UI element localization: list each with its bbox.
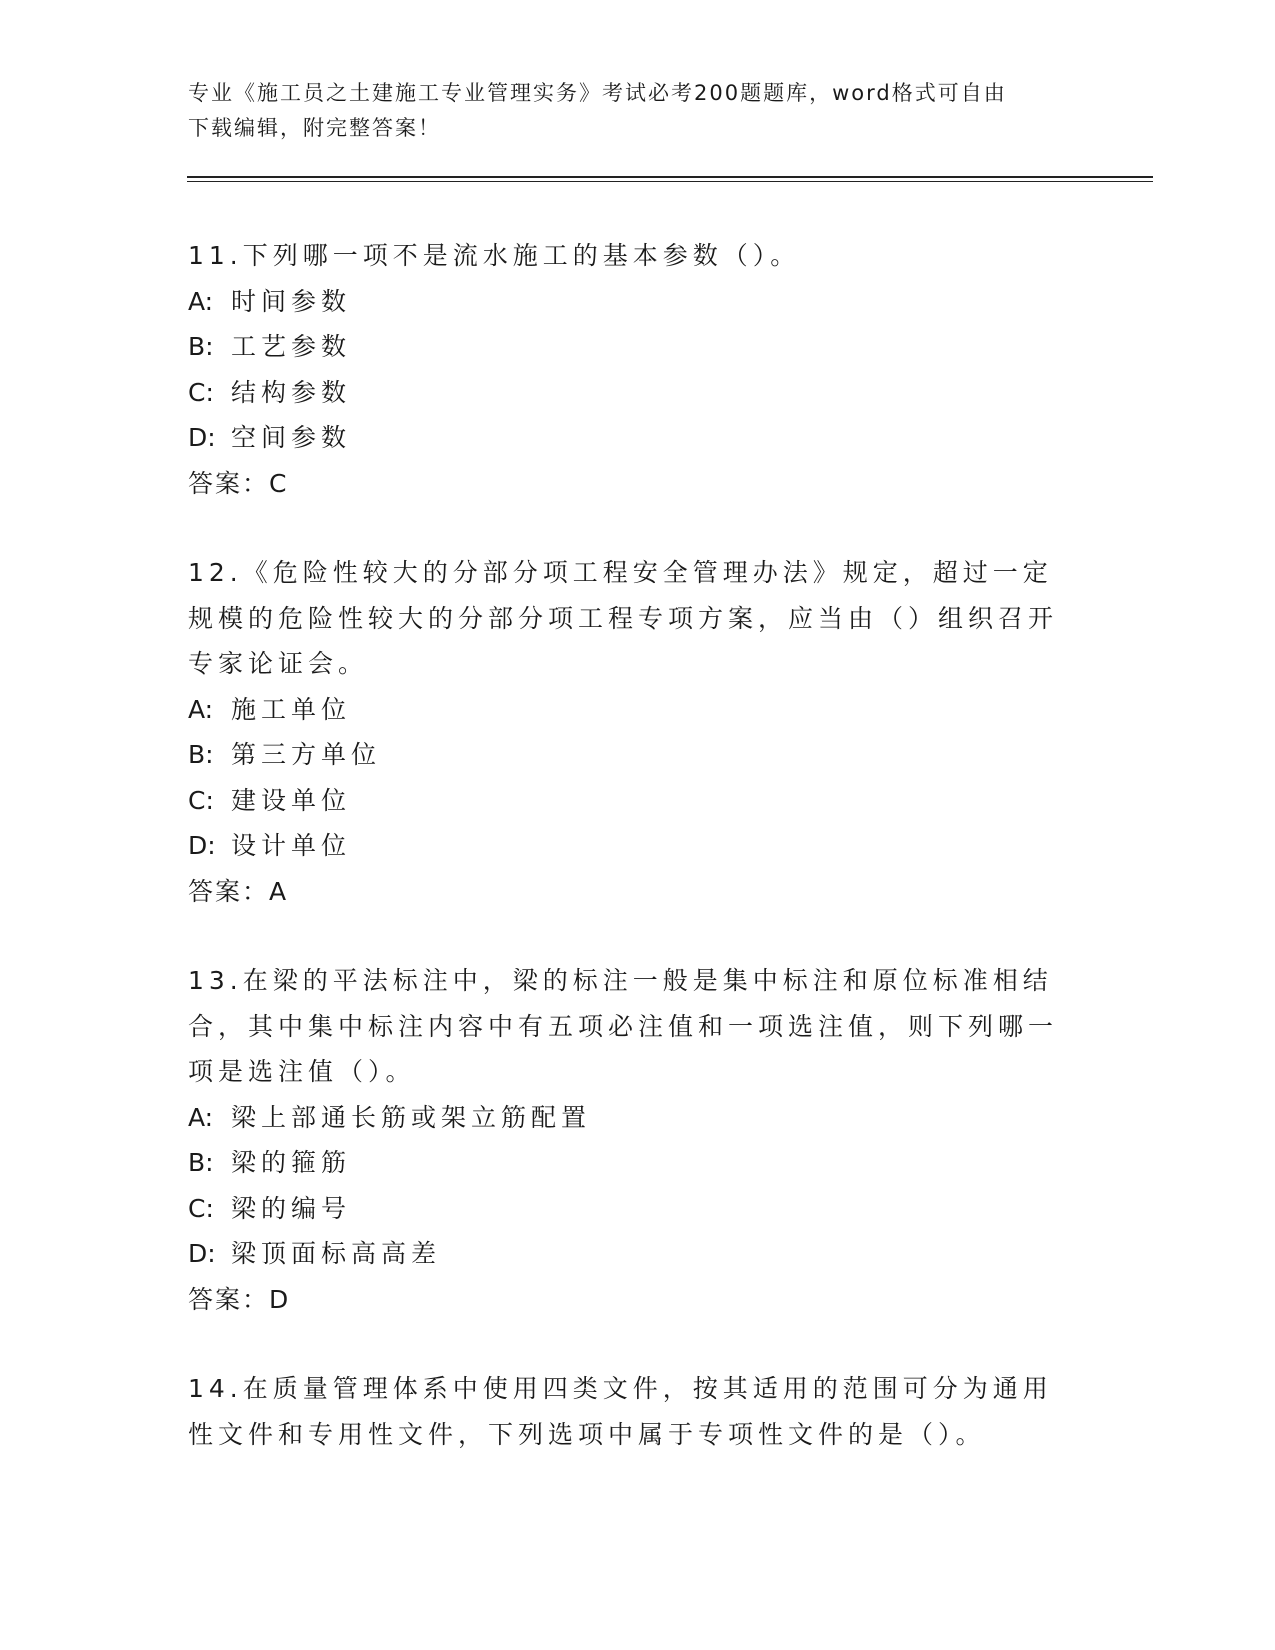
option-letter: C: [188,785,214,815]
option-b [188,1140,1068,1186]
question-13 [188,958,1068,1322]
document-header [188,76,1068,146]
option-text: 第三方单位 [231,740,382,769]
option-c [188,778,1068,824]
option-text: 施工单位 [231,694,352,724]
option-text: 时间参数 [231,286,352,316]
question-11 [188,233,1068,506]
option-c [188,370,1068,416]
question-text: 12.《危险性较大的分部分项工程安全管理办法》规定，超过一定规模的危险性较大的分部分项工程专项方案，应当由（）组织召开专家论证会。 [188,558,1059,678]
option-c [188,1186,1068,1232]
answer: 答案：A [188,876,289,906]
question-text: 14.在质量管理体系中使用四类文件，按其适用的范围可分为通用性文件和专用性文件，下列选项中属于专项性文件的是（）。 [188,1374,1053,1449]
question-text: 11.下列哪一项不是流水施工的基本参数（）。 [188,241,801,270]
option-text: 结构参数 [231,377,352,407]
answer: 答案：D [188,1284,291,1314]
option-text: 梁的箍筋 [231,1148,352,1177]
option-b [188,324,1068,370]
option-text: 梁上部通长筋或架立筋配置 [231,1102,592,1132]
question-text: 13.在梁的平法标注中，梁的标注一般是集中标注和原位标准相结合，其中集中标注内容中有五项必注值和一项选注值，则下列哪一项是选注值（）。 [188,966,1059,1086]
header-divider-thick [187,176,1153,178]
header-divider-thin [187,181,1153,182]
header-line-1: 专业《施工员之土建施工专业管理实务》考试必考200题题库，word格式可自由 [188,81,1007,105]
option-letter: D: [188,831,216,860]
question-list [188,233,1068,1501]
option-d [188,415,1068,461]
option-text: 工艺参数 [231,332,352,361]
option-letter: C: [188,377,214,407]
option-b [188,732,1068,778]
option-letter: C: [188,1193,214,1223]
question-12 [188,550,1068,914]
option-letter: D: [188,1239,216,1268]
option-letter: A: [188,286,214,316]
option-a [188,279,1068,325]
question-14 [188,1366,1068,1457]
option-letter: A: [188,1102,214,1132]
option-letter: B: [188,332,214,361]
option-text: 空间参数 [231,423,352,452]
option-text: 设计单位 [231,831,352,860]
option-text: 建设单位 [231,785,352,815]
option-letter: A: [188,694,214,724]
option-d [188,1231,1068,1277]
option-text: 梁顶面标高高差 [231,1239,442,1268]
answer: 答案：C [188,468,289,498]
option-d [188,823,1068,869]
option-letter: D: [188,423,216,452]
option-letter: B: [188,740,214,769]
option-letter: B: [188,1148,214,1177]
option-a [188,1095,1068,1141]
option-a [188,687,1068,733]
header-line-2: 下载编辑，附完整答案！ [188,116,441,140]
option-text: 梁的编号 [231,1193,352,1223]
